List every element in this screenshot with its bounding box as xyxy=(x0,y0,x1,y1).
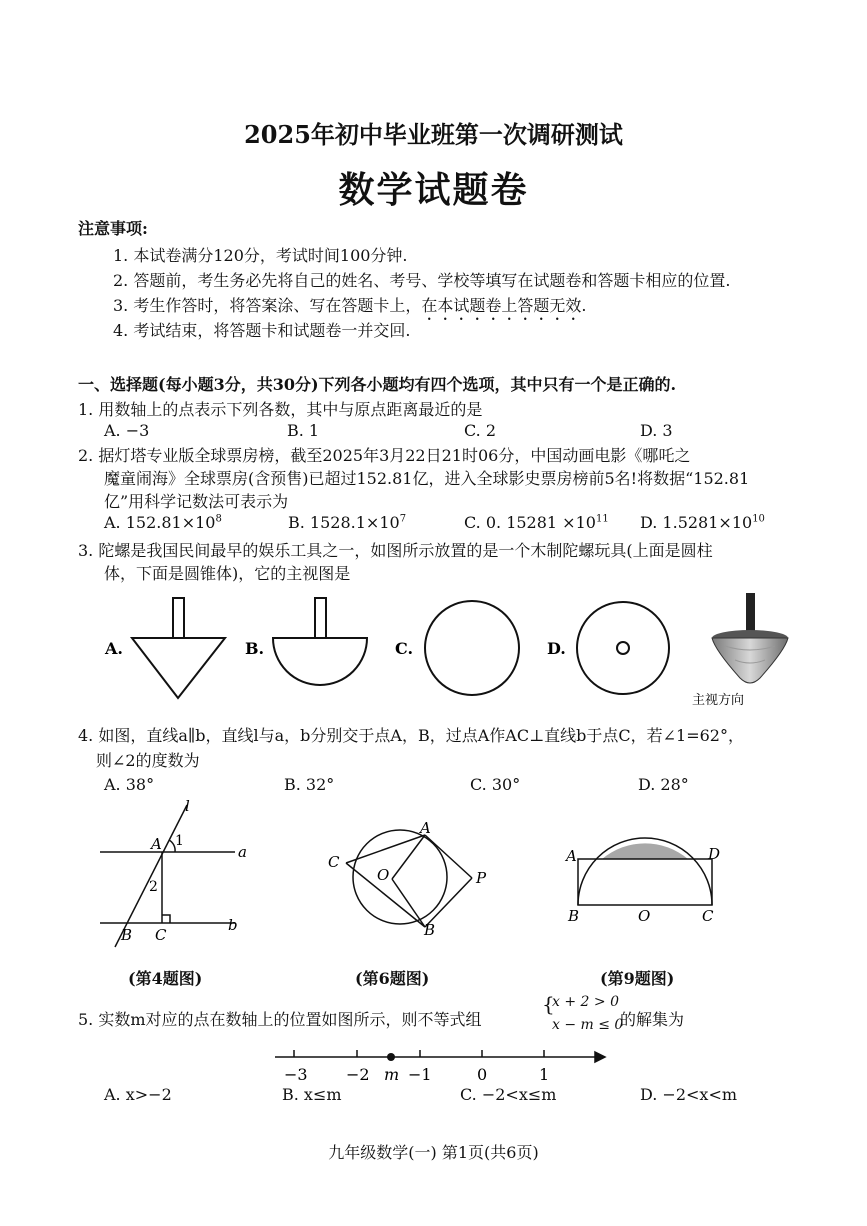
fig4-label-a: a xyxy=(238,843,247,861)
figure-q4 xyxy=(95,795,255,955)
notice-item-2: 2. 答题前，考生务必先将自己的姓名、考号、学校等填写在试题卷和答题卡相应的位置. xyxy=(113,271,731,290)
fig9-label-A: A xyxy=(566,847,577,865)
q5-option-d: D. −2<x<m xyxy=(640,1085,738,1104)
section-heading: 一、选择题(每小题3分，共30分)下列各小题均有四个选项，其中只有一个是正确的. xyxy=(78,375,677,394)
q2-option-a-exp: 8 xyxy=(215,513,222,525)
fig4-label-C: C xyxy=(155,926,167,944)
fig4-label-l: l xyxy=(185,797,190,815)
q1-stem: 1. 用数轴上的点表示下列各数，其中与原点距离最近的是 xyxy=(78,400,483,419)
q3-d-inner-circle xyxy=(617,642,629,654)
q2-option-c xyxy=(464,513,609,532)
notice-item-3-text: 3. 考生作答时，将答案涂、写在答题卡上， xyxy=(113,296,422,315)
fig6-label-P: P xyxy=(476,869,487,887)
q2-option-a-text: A. 152.81×10 xyxy=(104,513,216,532)
q3-line-2: 体，下面是圆锥体)，它的主视图是 xyxy=(104,564,351,583)
fig9-caption: (第9题图) xyxy=(600,969,675,988)
q2-option-d-text: D. 1.5281×10 xyxy=(640,513,753,532)
q5-option-c: C. −2<x≤m xyxy=(460,1085,557,1104)
fig9-label-C: C xyxy=(702,907,714,925)
q5-tick-neg3: −3 xyxy=(284,1065,308,1084)
q2-option-d-exp: 10 xyxy=(752,513,765,525)
q4-line-1: 4. 如图，直线a∥b，直线l与a，b分别交于点A，B，过点A作AC⊥直线b于点C，若∠1=62°， xyxy=(78,726,744,745)
q3-label-b: B. xyxy=(245,639,265,658)
q5-tick-neg1: −1 xyxy=(408,1065,432,1084)
q1-option-a: A. −3 xyxy=(104,421,150,440)
q3-label-a: A. xyxy=(105,639,123,658)
q2-option-b-exp: 7 xyxy=(399,513,407,525)
exam-title: 2025年初中毕业班第一次调研测试 xyxy=(244,120,623,149)
q5-tick-0: 0 xyxy=(477,1065,488,1084)
q5-brace: { xyxy=(542,992,555,1016)
q4-option-b: B. 32° xyxy=(284,775,335,794)
q3-line-1: 3. 陀螺是我国民间最早的娱乐工具之一，如图所示放置的是一个木制陀螺玩具(上面是圆柱 xyxy=(78,541,713,560)
fig4-label-b: b xyxy=(228,916,238,934)
spinning-top-image xyxy=(712,593,788,683)
q5-inequality-2: x − m ≤ 0 xyxy=(552,1017,624,1033)
figure-q6 xyxy=(320,815,500,940)
q2-option-a xyxy=(104,513,222,532)
notice-item-3-emphasis: 在本试题卷上答题无效. xyxy=(421,296,587,315)
q2-option-b-text: B. 1528.1×10 xyxy=(288,513,400,532)
q3-label-d: D. xyxy=(547,639,566,658)
fig6-caption: (第6题图) xyxy=(355,969,430,988)
subject-title: 数学试题卷 xyxy=(338,169,529,211)
q5-option-b: B. x≤m xyxy=(282,1085,342,1104)
q3-a-triangle xyxy=(132,638,225,698)
fig6-label-B: B xyxy=(424,921,436,939)
notice-item-1: 1. 本试卷满分120分，考试时间100分钟. xyxy=(113,246,408,265)
page-footer: 九年级数学(一) 第1页(共6页) xyxy=(328,1143,539,1162)
notice-heading: 注意事项: xyxy=(78,219,148,238)
q4-option-d: D. 28° xyxy=(638,775,689,794)
q2-option-d xyxy=(640,513,765,532)
q4-option-c: C. 30° xyxy=(470,775,521,794)
fig4-label-1: 1 xyxy=(175,833,184,849)
q3-c-circle xyxy=(425,601,519,695)
fig4-label-A: A xyxy=(151,835,162,853)
q5-option-a: A. x>−2 xyxy=(104,1085,172,1104)
fig9-label-D: D xyxy=(708,845,721,863)
fig9-label-O: O xyxy=(638,907,651,925)
fig6-label-C: C xyxy=(328,853,340,871)
q1-option-b: B. 1 xyxy=(287,421,320,440)
q5-tail: 的解集为 xyxy=(620,1010,685,1029)
q1-option-d: D. 3 xyxy=(640,421,673,440)
q2-line-3: 亿”用科学记数法可表示为 xyxy=(104,492,289,511)
fig9-label-B: B xyxy=(568,907,580,925)
notice-item-4: 4. 考试结束，将答题卡和试题卷一并交回. xyxy=(113,321,411,340)
q4-option-a: A. 38° xyxy=(104,775,155,794)
q1-option-c: C. 2 xyxy=(464,421,497,440)
q5-point-m xyxy=(387,1053,395,1061)
q4-line-2: 则∠2的度数为 xyxy=(96,751,200,770)
fig6-label-A: A xyxy=(420,819,431,837)
q3-label-c: C. xyxy=(395,639,414,658)
q5-tick-m: m xyxy=(384,1065,400,1084)
fig6-label-O: O xyxy=(377,866,390,884)
q3-b-stem xyxy=(315,598,326,638)
q5-tick-neg2: −2 xyxy=(346,1065,370,1084)
q5-number-line xyxy=(270,1045,610,1085)
q2-line-1: 2. 据灯塔专业版全球票房榜，截至2025年3月22日21时06分，中国动画电影《哪吒之 xyxy=(78,446,691,465)
q2-option-b xyxy=(288,513,406,532)
q2-option-c-text: C. 0. 15281 ×10 xyxy=(464,513,596,532)
fig4-label-B: B xyxy=(121,926,133,944)
q5-stem: 5. 实数m对应的点在数轴上的位置如图所示，则不等式组 xyxy=(78,1010,482,1029)
fig4-caption: (第4题图) xyxy=(128,969,203,988)
q3-a-stem xyxy=(173,598,184,638)
q5-inequality-1: x + 2 > 0 xyxy=(552,994,619,1010)
figure-q9 xyxy=(560,835,730,930)
q2-line-2: 魔童闹海》全球票房(含预售)已超过152.81亿，进入全球影史票房榜前5名!将数据“152.81 xyxy=(104,469,750,488)
q2-option-c-exp: 11 xyxy=(595,513,609,525)
q5-tick-1: 1 xyxy=(539,1065,550,1084)
q3-b-semicircle xyxy=(273,638,367,685)
fig4-label-2: 2 xyxy=(149,879,158,895)
q3-d-outer-circle xyxy=(577,602,669,694)
view-direction-label: 主视方向 xyxy=(692,693,745,708)
q3-figures xyxy=(95,588,795,710)
